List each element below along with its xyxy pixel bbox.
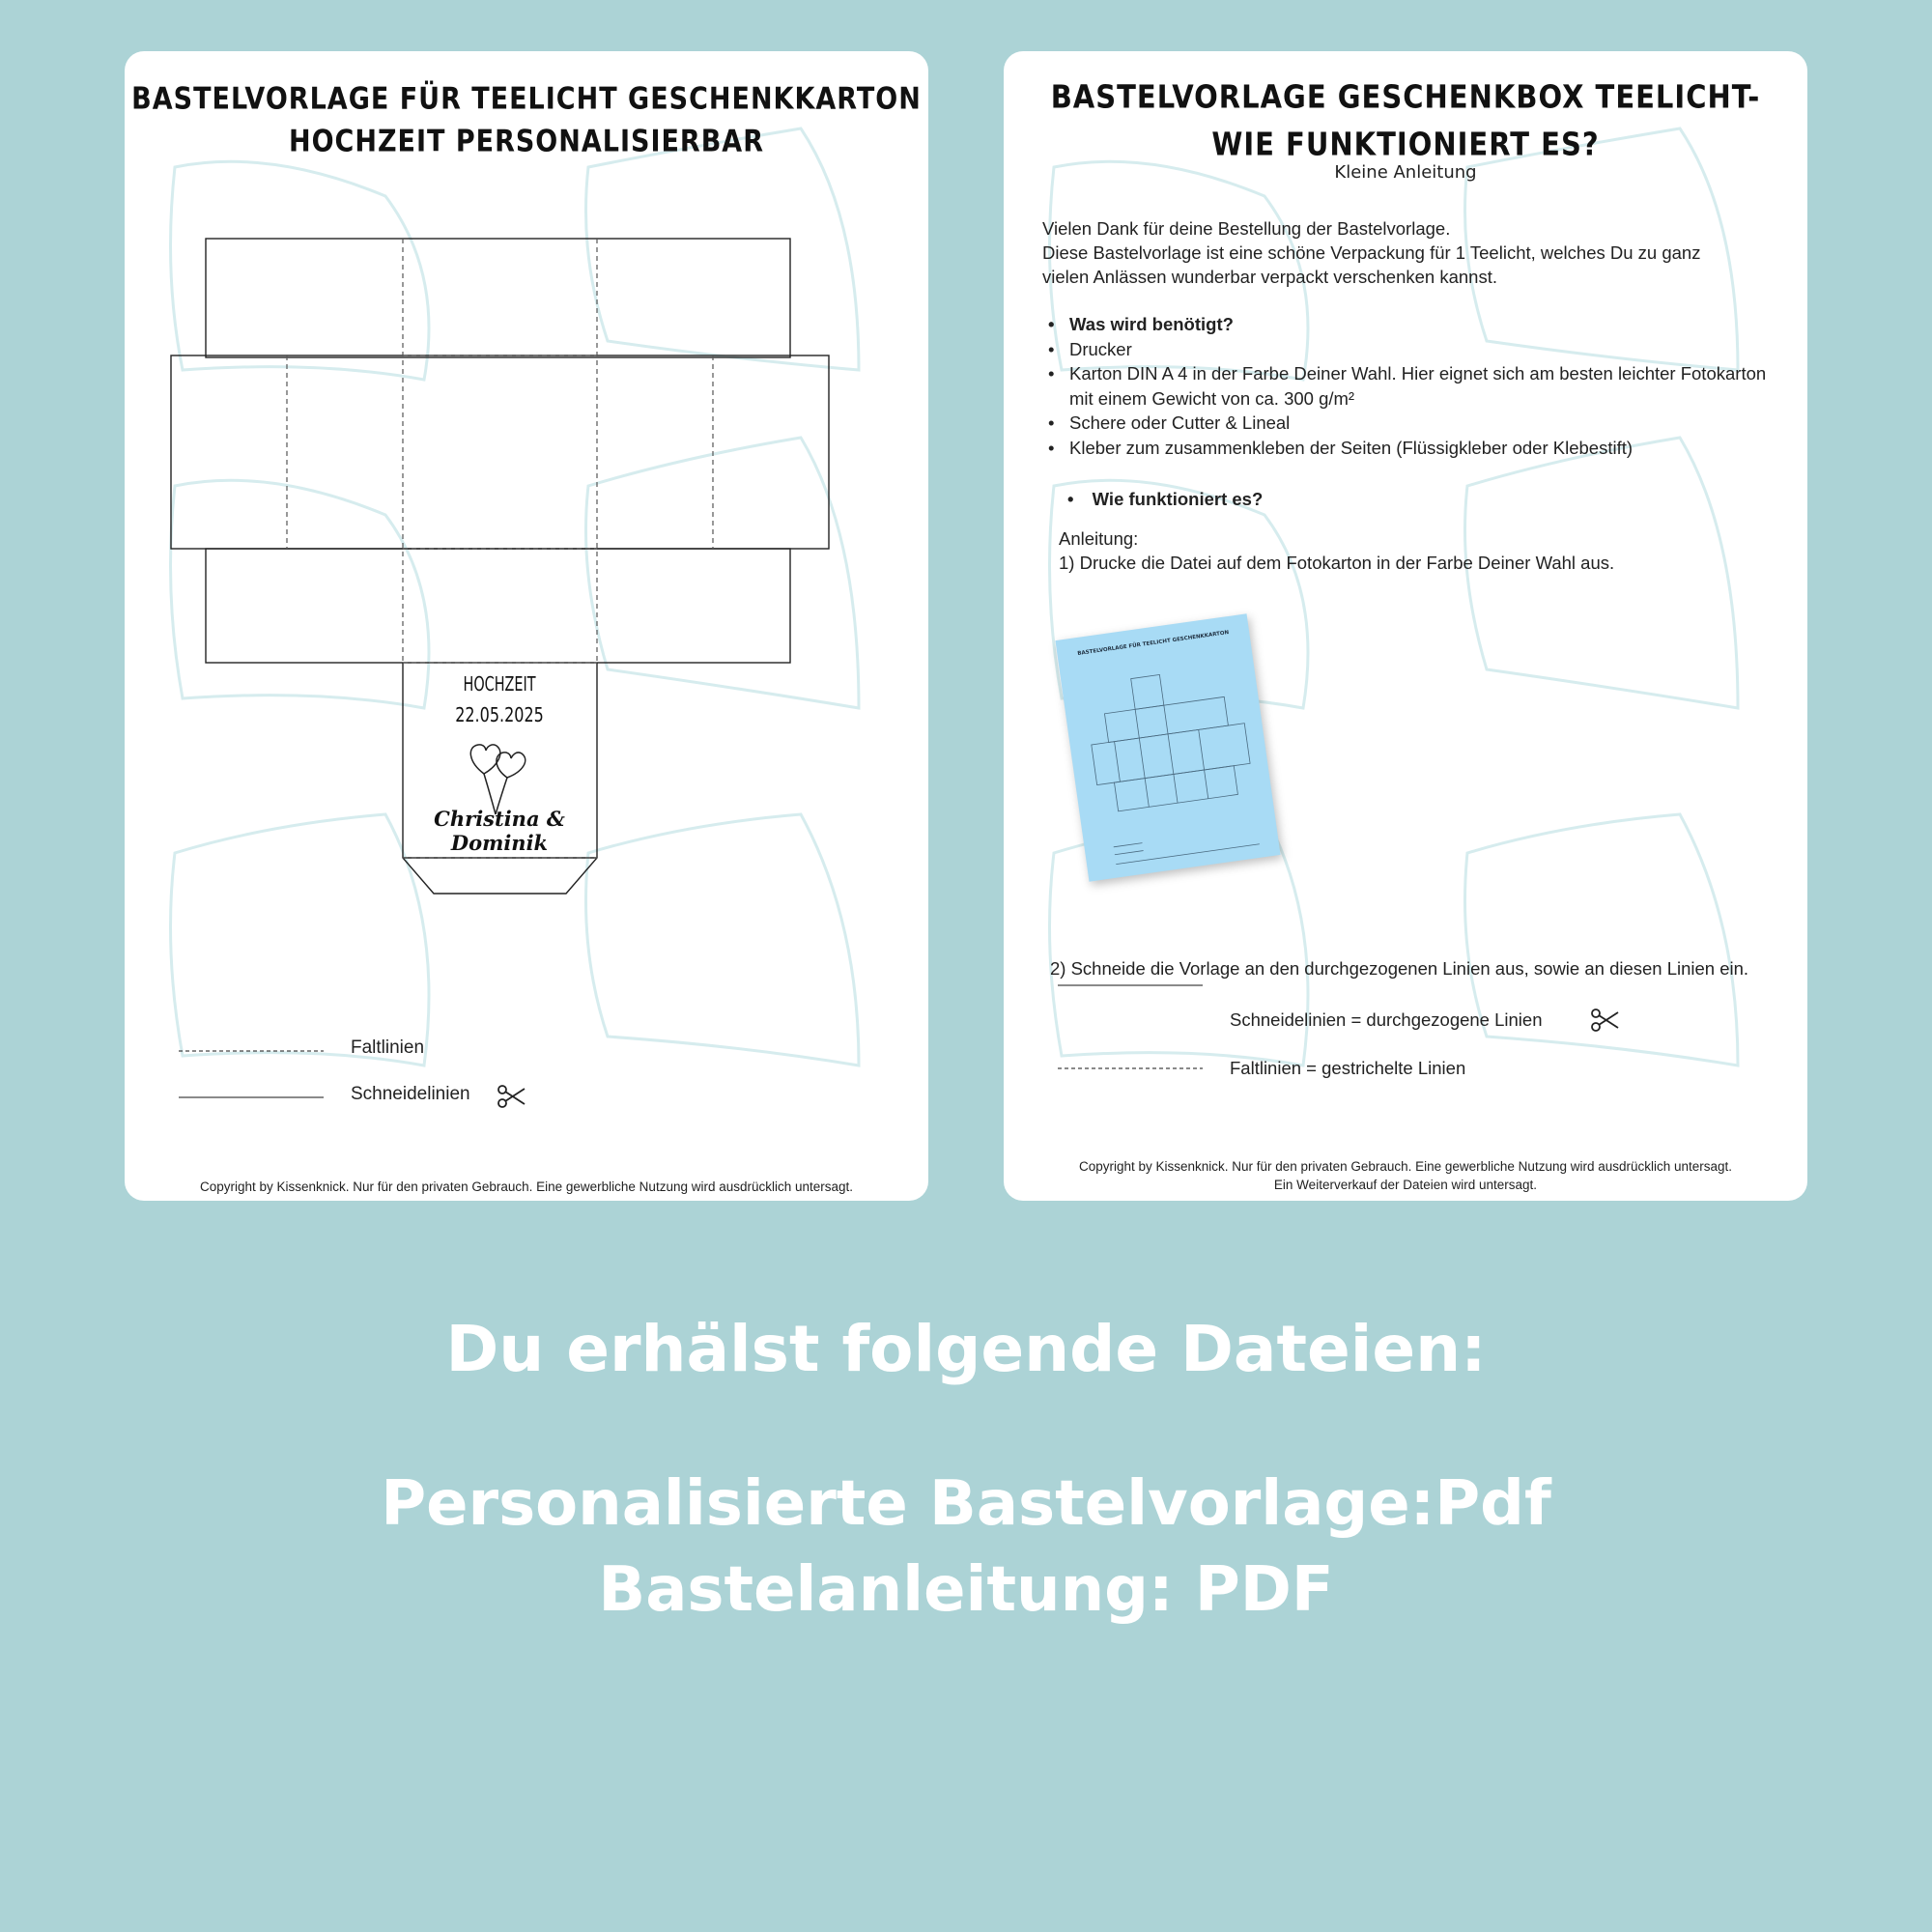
copyright-notice: Copyright by Kissenknick. Nur für den privaten Gebrauch. Eine gewerbliche Nutzung wird ausdrücklich untersagt. <box>1078 1159 1733 1174</box>
box-label-title: HOCHZEIT <box>463 672 536 696</box>
page-title-line2: WIE FUNKTIONIERT ES? <box>1211 125 1600 163</box>
thumbnail-title: BASTELVORLAGE FÜR TEELICHT GESCHENKKARTON <box>1077 630 1230 658</box>
anleitung-label: Anleitung: <box>1059 528 1139 549</box>
page-title-line2: HOCHZEIT PERSONALISIERBAR <box>288 124 764 159</box>
needed-item: • Drucker <box>1042 337 1776 362</box>
legend-fold-label: Faltlinien = gestrichelte Linien <box>1230 1058 1466 1078</box>
cut-line-sample <box>179 1095 324 1099</box>
box-net-diagram <box>125 51 928 1201</box>
box-label-date: 22.05.2025 <box>455 703 544 726</box>
step1-text: 1) Drucke die Datei auf dem Fotokarton in der Farbe Deiner Wahl aus. <box>1059 553 1615 573</box>
files-item: Personalisierte Bastelvorlage:Pdf <box>381 1468 1551 1540</box>
hearts-balloon-icon <box>465 739 534 816</box>
page-title-line1: BASTELVORLAGE FÜR TEELICHT GESCHENKKARTON <box>131 81 922 117</box>
box-label-names: Christina & Dominik <box>434 807 565 855</box>
legend-cut-label: Schneidelinien = durchgezogene Linien <box>1230 1009 1543 1030</box>
needed-heading: • Was wird benötigt? <box>1042 312 1776 337</box>
needed-item: • Kleber zum zusammenkleben der Seiten (Flüssigkleber oder Klebestift) <box>1042 436 1776 461</box>
page-title-line1: BASTELVORLAGE GESCHENKBOX TEELICHT- <box>1050 77 1761 116</box>
instructions-page <box>1004 51 1807 1201</box>
fold-line-sample <box>1058 1066 1203 1070</box>
scissors-icon <box>1591 1009 1620 1032</box>
template-page <box>125 51 928 1201</box>
needed-list <box>1042 312 1776 460</box>
fold-line-sample <box>179 1049 324 1053</box>
intro-line2: Diese Bastelvorlage ist eine schöne Verpackung für 1 Teelicht, welches Du zu ganz <box>1042 242 1701 263</box>
intro-line1: Vielen Dank für deine Bestellung der Bastelvorlage. <box>1042 218 1451 239</box>
page-subtitle: Kleine Anleitung <box>1334 162 1477 183</box>
template-thumbnail <box>1055 613 1280 881</box>
thumbnail-net <box>1055 613 1280 881</box>
step2-text: 2) Schneide die Vorlage an den durchgezogenen Linien aus, sowie an diesen Linien ein. <box>1050 958 1749 979</box>
legend-fold-label: Faltlinien <box>351 1037 425 1058</box>
cut-line-sample <box>1058 983 1203 987</box>
legend-cut-label: Schneidelinien <box>351 1084 470 1104</box>
files-heading: Du erhälst folgende Dateien: <box>445 1312 1487 1386</box>
how-heading: • Wie funktioniert es? <box>1067 489 1264 509</box>
needed-item: • Karton DIN A 4 in der Farbe Deiner Wahl. Hier eignet sich am besten leichter Fotokarton mit einem Gewicht von ca. 300 g/m² <box>1042 361 1776 411</box>
copyright-notice: Copyright by Kissenknick. Nur für den privaten Gebrauch. Eine gewerbliche Nutzung wird ausdrücklich untersagt. <box>199 1179 854 1194</box>
files-item: Bastelanleitung: PDF <box>598 1554 1334 1626</box>
copyright-notice-line2: Ein Weiterverkauf der Dateien wird untersagt. <box>1273 1178 1538 1192</box>
scissors-icon <box>497 1085 526 1108</box>
intro-line3: vielen Anlässen wunderbar verpackt verschenken kannst. <box>1042 267 1497 287</box>
needed-item: • Schere oder Cutter & Lineal <box>1042 411 1776 436</box>
